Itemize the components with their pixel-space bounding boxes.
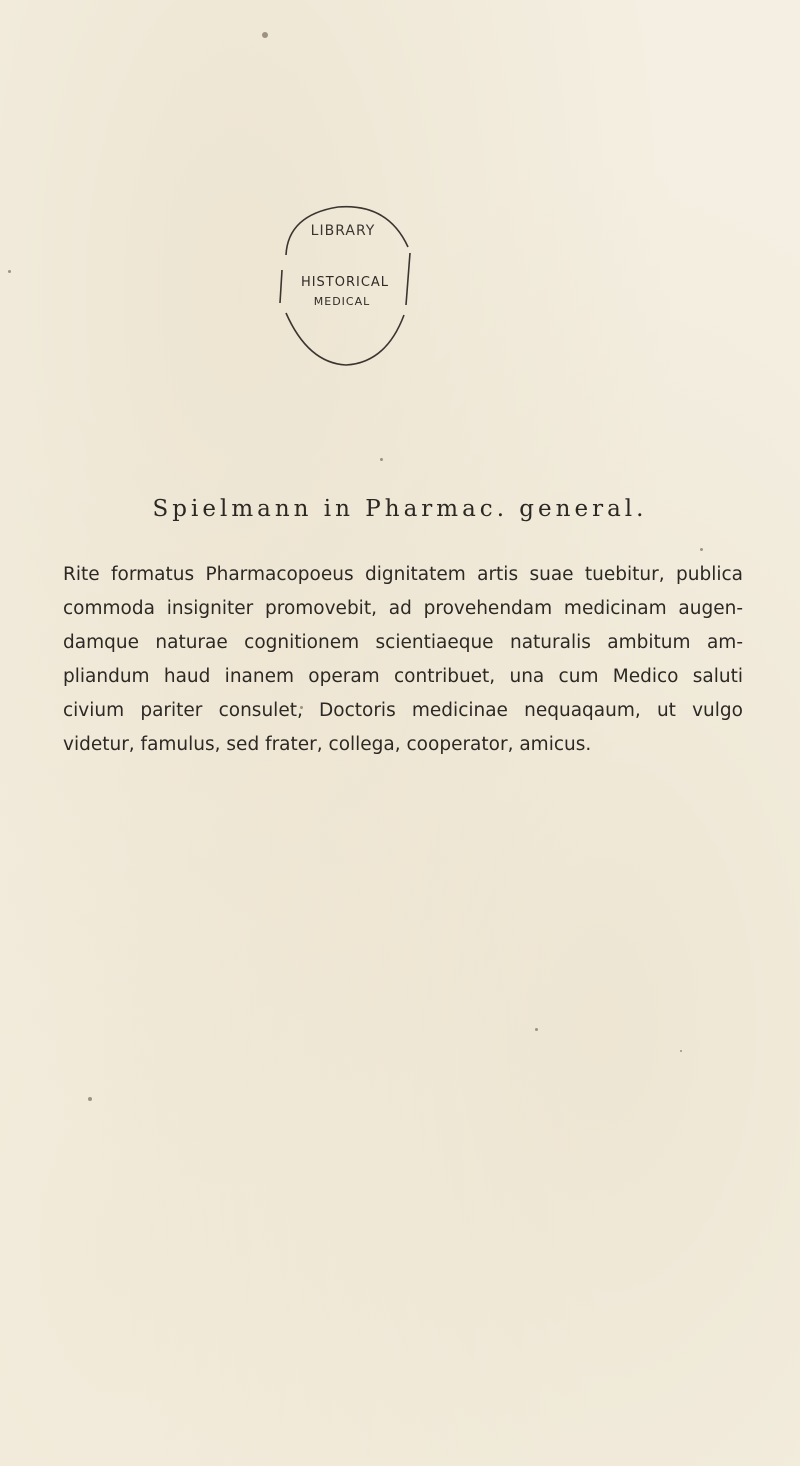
foxing-speck [680, 1050, 682, 1052]
body-paragraph [63, 558, 743, 762]
stamp-line-historical: HISTORICAL [300, 275, 390, 290]
stamp-top-text: LIBRARY [310, 223, 376, 239]
library-stamp [268, 195, 424, 375]
paragraph-line: Rite formatus Pharmacopoeus dignitatem artis suae tuebitur, publica [63, 564, 743, 585]
paragraph-line: damque naturae cognitionem scientiaeque naturalis ambitum am- [63, 632, 743, 653]
foxing-speck [380, 458, 383, 461]
foxing-speck [8, 270, 11, 273]
stamp-line-medical: MEDICAL [313, 295, 371, 308]
foxing-speck [535, 1028, 538, 1031]
paragraph-line: civium pariter consulet, Doctoris medicinae nequaqaum, ut vulgo [63, 700, 743, 721]
foxing-speck [262, 32, 268, 38]
paragraph-line: videtur, famulus, sed frater, collega, cooperator, amicus. [63, 734, 592, 755]
foxing-speck [88, 1097, 92, 1101]
page-heading: Spielmann in Pharmac. general. [152, 496, 648, 522]
paragraph-line: commoda insigniter promovebit, ad provehendam medicinam augen- [63, 598, 743, 619]
paragraph-line: pliandum haud inanem operam contribuet, una cum Medico saluti [63, 666, 743, 687]
foxing-speck [700, 548, 703, 551]
